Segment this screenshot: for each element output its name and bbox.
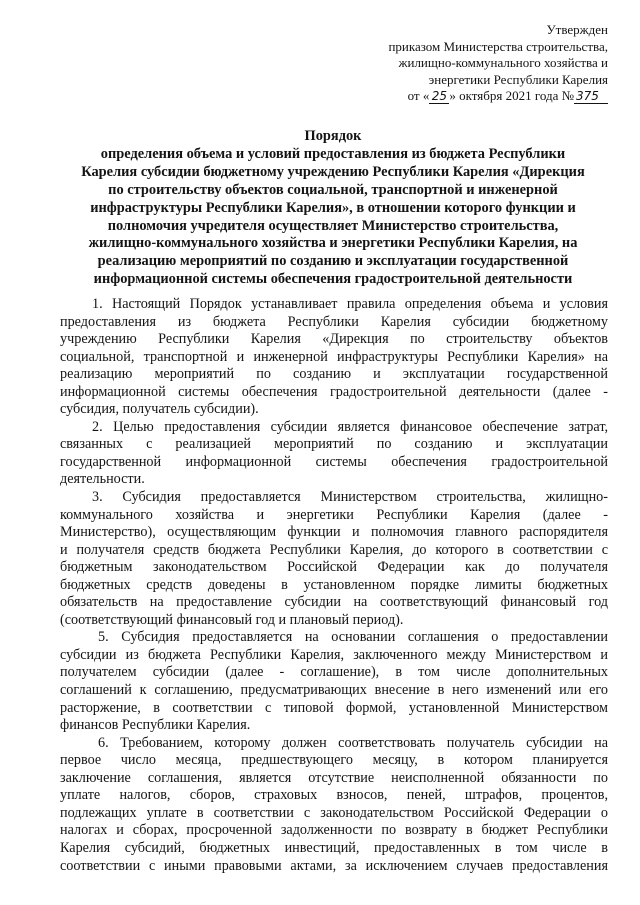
paragraph-2-line: 2. Целью предоставления субсидии является финансовое обеспечение затрат, <box>92 418 608 435</box>
approval-stamp <box>308 22 608 105</box>
paragraph-3-line: и получателя средств бюджета Республики Карелия, до которого в соответствии с <box>60 541 608 558</box>
paragraph-6-line: заключение соглашения, является отсутствие неисполненной обязанности по <box>60 769 608 786</box>
title-line: по строительству объектов социальной, транспортной и инженерной <box>108 181 558 198</box>
approval-line: приказом Министерства строительства, <box>388 38 608 54</box>
paragraph-5-line: получателем субсидии (далее - соглашение), в том числе дополнительных <box>60 664 608 681</box>
title-heading: Порядок <box>304 128 362 144</box>
title-line: Карелия субсидии бюджетному учреждению Республики Карелия «Дирекция <box>81 163 585 180</box>
paragraph-2-line: государственной информационной системы обеспечения градостроительной <box>60 453 608 470</box>
paragraph-1-line: учреждению Республики Карелия «Дирекция по строительству объектов <box>60 331 608 348</box>
paragraph-3-line: бюджетным законодательством Российской Федерации как до получателя <box>60 559 608 576</box>
document-title <box>58 128 608 289</box>
paragraph-5-line: финансов Республики Карелия. <box>60 717 251 734</box>
paragraph-3-line: обязательств на предоставление субсидии на соответствующий финансовый год <box>60 594 608 611</box>
document-body <box>60 296 608 875</box>
title-line: жилищно-коммунального хозяйства и энергетики Республики Карелия, на <box>88 235 578 252</box>
approval-line: жилищно-коммунального хозяйства и <box>398 55 608 70</box>
paragraph-3-line: Министерство), осуществляющим функции и полномочия главного распорядителя <box>60 524 608 541</box>
title-line: информационной системы обеспечения градостроительной деятельности <box>93 271 573 288</box>
paragraph-6-line: подлежащих уплате в соответствии с законодательством Российской Федерации о <box>60 804 608 821</box>
paragraph-2-line: деятельности. <box>60 471 145 488</box>
paragraph-1-line: субсидия, получатель субсидии). <box>60 401 259 418</box>
paragraph-6-line: 6. Требованием, которому должен соответствовать получатель субсидии на <box>98 734 608 751</box>
paragraph-6-line: первое число месяца, предшествующего месяцу, в котором планируется <box>60 752 608 769</box>
paragraph-6-line: уплате налогов, сборов, страховых взносов, пеней, штрафов, процентов, <box>60 787 608 804</box>
handwritten-order-number: 375 <box>574 90 608 104</box>
approval-line: энергетики Республики Карелия <box>428 71 608 87</box>
paragraph-6-line: соответствии с иными правовыми актами, за исключением случаев предоставления <box>60 857 608 874</box>
paragraph-1-line: 1. Настоящий Порядок устанавливает правила определения объема и условия <box>92 296 608 312</box>
paragraph-6-line: Карелия субсидий, бюджетных инвестиций, предоставленных в том числе в <box>60 839 608 856</box>
paragraph-3-line: бюджетных средств доведены в установленном порядке лимиты бюджетных <box>60 576 608 593</box>
paragraph-3-line: коммунального хозяйства и энергетики Республики Карелия (далее - <box>60 506 608 523</box>
paragraph-1-line: реализацию мероприятий по созданию и эксплуатации государственной <box>60 366 608 383</box>
paragraph-5-line: 5. Субсидия предоставляется на основании соглашения о предоставлении <box>98 629 608 646</box>
paragraph-3-line: 3. Субсидия предоставляется Министерством строительства, жилищно- <box>92 489 608 506</box>
paragraph-2-line: связанных с реализацией мероприятий по созданию и эксплуатации <box>60 436 608 453</box>
paragraph-1-line: социальной, транспортной и инженерной инфраструктуры Республики Карелия» на <box>60 348 608 365</box>
paragraph-5-line: субсидии из бюджета Республики Карелия, заключенного между Министерством и <box>60 646 608 663</box>
paragraph-1-line: информационной системы обеспечения градостроительной деятельности (далее - <box>60 383 608 400</box>
approval-line: Утвержден <box>546 22 608 37</box>
paragraph-5-line: расторжение, в соответствии с типовой формой, установленной Министерством <box>60 699 608 716</box>
paragraph-1-line: предоставления из бюджета Республики Карелия субсидии бюджетному <box>60 313 608 330</box>
title-line: определения объема и условий предоставления из бюджета Республики <box>100 145 566 162</box>
title-line: реализацию мероприятий по созданию и эксплуатации государственной <box>97 253 569 270</box>
title-line: инфраструктуры Республики Карелия», в отношении которого функции и <box>90 199 576 216</box>
title-line: полномочия учредителя осуществляет Министерство строительства, <box>107 217 559 234</box>
date-middle: » октября 2021 года № <box>449 88 574 103</box>
approval-date-line <box>308 88 608 105</box>
handwritten-day: 25 <box>429 90 449 104</box>
paragraph-3-line: (соответствующий финансовый год и плановый период). <box>60 611 404 628</box>
date-prefix: от « <box>407 88 430 103</box>
paragraph-6-line: налогах и сборах, просроченной задолженности по возврату в бюджет Республики <box>60 822 608 839</box>
paragraph-5-line: соглашений к соглашению, предусматривающих внесение в него изменений или его <box>60 682 608 699</box>
